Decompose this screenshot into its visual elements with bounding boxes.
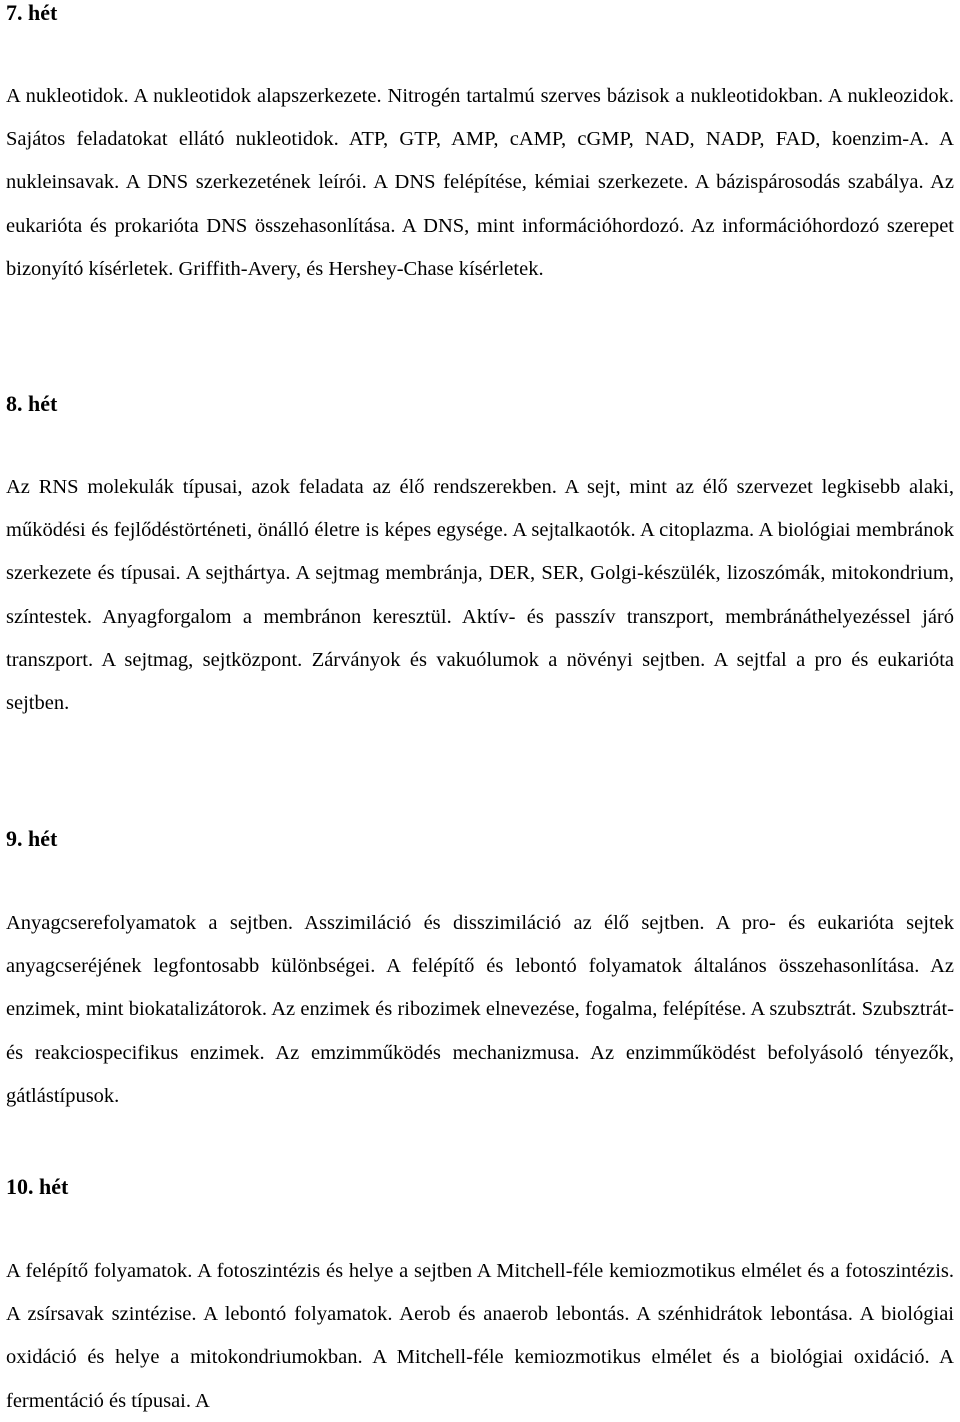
week-7-paragraph: A nukleotidok. A nukleotidok alapszerkezete. Nitrogén tartalmú szerves bázisok a nukleotidokban. A nukleozidok. Sajátos feladatokat ellátó nukleotidok. ATP, GTP, AMP, cAMP, cGMP, NAD, NADP, FAD, koenzim-A. A nukleinsavak. A DNS szerkezetének leírói. A DNS felépítése, kémiai szerkezete. A bázispárosodás szabálya. Az eukarióta és prokarióta DNS összehasonlítása. A DNS, mint információhordozó. Az információhordozó szerepet bizonyító kísérletek. Griffith-Avery, és Hershey-Chase kísérletek.: [6, 85, 954, 280]
week-8-paragraph: Az RNS molekulák típusai, azok feladata az élő rendszerekben. A sejt, mint az élő szervezet legkisebb alaki, működési és fejlődéstörténeti, önálló életre is képes egysége. A sejtalkaotók. A citoplazma. A biológiai membránok szerkezete és típusai. A sejthártya. A sejtmag membránja, DER, SER, Golgi-készülék, lizoszómák, mitokondrium, színtestek. Anyagforgalom a membránon keresztül. Aktív- és passzív transzport, membránáthelyezéssel járó transzport. A sejtmag, sejtközpont. Zárványok és vakuólumok a növényi sejtben. A sejtfal a pro és eukarióta sejtben.: [6, 476, 954, 715]
week-9-paragraph: Anyagcserefolyamatok a sejtben. Asszimiláció és disszimiláció az élő sejtben. A pro- és eukarióta sejtek anyagcseréjének legfontosabb különbségei. A felépítő és lebontó folyamatok általános összehasonlítása. Az enzimek, mint biokatalizátorok. Az enzimek és ribozimek elnevezése, fogalma, felépítése. A szubsztrát. Szubsztrát-és reakciospecifikus enzimek. Az emzimműködés mechanizmusa. Az enzimműködést befolyásoló tényezők, gátlástípusok.: [6, 912, 954, 1107]
week-7-heading: 7. hét: [6, 0, 58, 25]
week-10-paragraph: A felépítő folyamatok. A fotoszintézis és helye a sejtben A Mitchell-féle kemiozmotikus elmélet és a fotoszintézis. A zsírsavak szintézise. A lebontó folyamatok. Aerob és anaerob lebontás. A szénhidrátok lebontása. A biológiai oxidáció és helye a mitokondriumokban. A Mitchell-féle kemiozmotikus elmélet és a biológiai oxidáció. A fermentáció és típusai. A: [6, 1260, 954, 1412]
week-8-heading: 8. hét: [6, 391, 58, 416]
week-9-heading: 9. hét: [6, 826, 58, 851]
week-10-heading: 10. hét: [6, 1174, 69, 1199]
